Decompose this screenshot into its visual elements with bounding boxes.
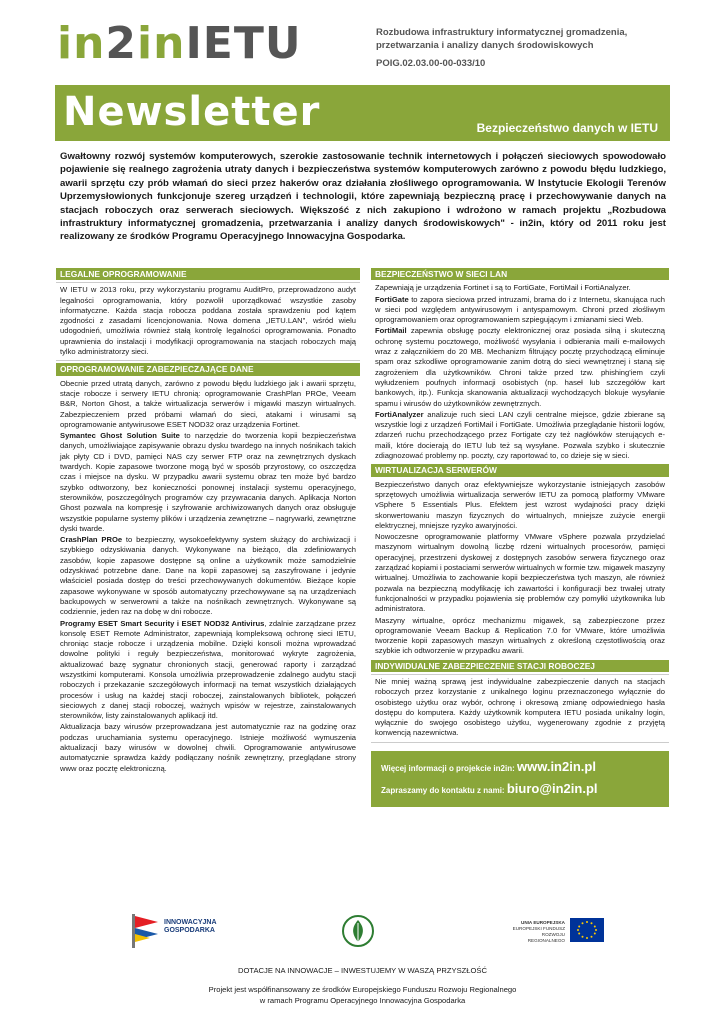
ghost-term: Symantec Ghost Solution Suite [60, 431, 180, 441]
newsletter-title: Newsletter [63, 89, 321, 135]
ietu-emblem-logo [342, 915, 374, 952]
lan-paragraph-4 [375, 410, 665, 461]
ue-line3: ROZWOJU REGIONALNEGO [527, 932, 565, 943]
fortigate-term: FortiGate [375, 294, 409, 304]
innowacyjna-gospodarka-logo [132, 914, 217, 953]
contact-box [371, 751, 669, 807]
section-title-workstation: INDYWIDUALNE ZABEZPIECZENIE STACJI ROBOCZEJ [371, 660, 669, 672]
crashplan-term: CrashPlan PROe [60, 535, 123, 545]
ig-line2: GOSPODARKA [164, 927, 215, 934]
fortimail-term: FortiMail [375, 326, 407, 336]
section-text-lan-security [371, 282, 669, 464]
lan-paragraph-2 [375, 295, 665, 326]
protection-paragraph-3 [60, 535, 356, 617]
leaf-emblem-icon [342, 915, 374, 947]
newsletter-subtitle: Bezpieczeństwo danych w IETU [476, 121, 658, 135]
section-text-virtualization [371, 479, 669, 660]
protection-paragraph-2 [60, 431, 356, 534]
footer-funding-line1: Projekt jest współfinansowany ze środków Europejskiego Funduszu Rozwoju Regionalnego [208, 985, 517, 994]
protection-paragraph-5: Aktualizacja bazy wirusów przeprowadzana jest automatycznie raz na godzinę oraz podczas uruchamiania systemu operacyjnego. Istnieje możliwość wymuszenia aktualizacji bazy wirusów w dowolnej chwili. Oprogramowanie antywirusowe automatycznie sprawdza każdy podłączany nośnik zewnętrzny, przeglądane strony www oraz pocztę elektroniczną. [60, 722, 356, 773]
project-code: POIG.02.03.00-00-033/10 [376, 58, 486, 69]
more-info-row [381, 757, 659, 779]
more-info-label: Więcej informacji o projekcie in2in: [381, 763, 515, 773]
footer-slogan: DOTACJE NA INNOWACJE – INWESTUJEMY W WASZĄ PRZYSZŁOŚĆ [238, 966, 487, 975]
virtualization-paragraph-1: Bezpieczeństwo danych oraz efektywniejsze wykorzystanie istniejących zasobów sprzętowych umożliwia wirtualizacja serwerów IETU za pomocą platformy VMware vSphere 5 Essentials Plus. Efektem jest wzrost wydajności pracy dzięki skonwertowaniu maszyn fizycznych do wirtualnych, mniejsze zużycie energii elektrycznej, mniejsze ryzyko awaryjności. [375, 479, 665, 530]
eu-flag-icon [570, 918, 604, 942]
lan-paragraph-1: Zapewniają je urządzenia Fortinet i są to FortiGate, FortiMail i FortiAnalyzer. [375, 283, 631, 293]
lan-paragraph-3 [375, 326, 665, 408]
intro-paragraph: Gwałtowny rozwój systemów komputerowych, szerokie zastosowanie technik internetowych i połączeń sieciowych spowodowało pojawienie się realnego zagrożenia utraty danych i bezpieczeństwa systemów komputerowych zarówno z powodu błędu ludzkiego, awarii sprzętu czy prób włamań do sieci przez hakerów oraz działania złośliwego oprogramowania. W Instytucie Ekologii Terenów Uprzemysłowionych funkcjonuje szereg urządzeń i technologii, które zapewniają bezpieczną pracę i przechowywanie danych na stacjach roboczych oraz serwerach sieciowych. Większość z nich zakupiono i wdrożono w ramach projektu „Rozbudowa infrastruktury informatycznej gromadzenia, przetwarzania i analizy danych środowiskowych" - in2in, który od 2011 roku jest realizowany ze środków Programu Operacyjnego Innowacyjna Gospodarka. [60, 151, 666, 243]
virtualization-paragraph-3: Maszyny wirtualne, oprócz mechanizmu migawek, są zabezpieczone przez oprogramowanie Veeam Backup & Replication 7.0 for VMware, które umożliwia tworzenie kopii zapasowych maszyn wirtualnych z określoną częstotliwością oraz szybkie ich odtworzenie w przypadku awarii. [375, 615, 665, 656]
crashplan-description: to bezpieczny, wysokoefektywny system służący do archiwizacji i szybkiego odzyskiwania danych. Wykonywane na bieżąco, dla zdefiniowanych zasobów, kopie zapasowe dostępne są online a użytkownik może samodzielnie odzyskiwać potrzebne dane. Dane na kopii zapasowej są zaszyfrowane i jedynie właściciel posiada dostęp do treści przechowywanych dokumentów. Bieżące kopie zapasowe wykonywane w sposób automatyczny przechowywane są na urządzeniach backupowych w serwerowni a także na nośnikach zewnętrznych. Wykonywane są codziennie, jeden raz na dobę w dni robocze. [60, 535, 356, 617]
fortianalyzer-term: FortiAnalyzer [375, 409, 424, 419]
workstation-paragraph: Nie mniej ważną sprawą jest indywidualne zabezpieczenie danych na stacjach roboczych przez korzystanie z unikalnego loginu przeznaczonego wyłącznie do osobistego użytku oraz wybór, ochronę i okresową zmianę odpowiedniego hasła dostępu do komputera. Każdy użytkownik komputera IETU posiada unikalny login, wyłącznie do swojego osobistego użytku, wygenerowany zgodnie z przyjętą konwencją nazewnictwa. [375, 676, 665, 738]
fortianalyzer-description: analizuje ruch sieci LAN czyli centralne miejsce, gdzie zbierane są wszystkie logi z urządzeń FortiMail i FortiGate. Umożliwia przeglądanie historii logów, zdarzeń ruchu przechodzącego przez Fortigate czy też nagłówków sterujących e-maili, które docierają do IETU lub też są wysyłane. Pozwala szybko i skutecznie zdiagnozować problemy np. poczty, czy raportować to, co dzieje się w sieci. [375, 409, 665, 461]
project-title-line2: przetwarzania i analizy danych środowiskowych [376, 40, 594, 51]
footer-funding-line2: w ramach Programu Operacyjnego Innowacyjna Gospodarka [259, 996, 466, 1005]
section-text-workstation [371, 674, 669, 743]
right-column [371, 268, 669, 807]
ig-line1: INNOWACYJNA [164, 919, 217, 926]
protection-paragraph-1: Obecnie przed utratą danych, zarówno z powodu błędu ludzkiego jak i awarii sprzętu, stacje robocze i serwery IETU chronią: oprogramowanie CrashPlan PROe, Veeam B&R, Norton Ghost, a także wirtualizacja serwerów i migawki maszyn wirtualnych. Zabezpieczeniem przed próbami włamań do sieci, atakami i wirusami są oprogramowanie antywirusowe ESET NOD32 oraz urządzenia Fortinet. [60, 378, 356, 429]
newsletter-banner [55, 85, 670, 141]
section-title-lan-security: BEZPIECZEŃSTWO W SIECI LAN [371, 268, 669, 280]
ue-line1: UNIA EUROPEJSKA [521, 920, 565, 925]
eset-description: , zdalnie zarządzane przez konsolę ESET Remote Administrator, zapewniają kompleksową ochronę sieci IETU, chroniąc stacje robocze i urządzenia mobilne. Dzięki konsoli można wprowadzać dowolne polityki i reguły bezpieczeństwa, monitorować wykryte zagrożenia, aktualizować bazę sygnatur chronionych stacji, generować raporty i zarządzać wszystkimi komputerami. Konsola umożliwia przeprowadzenie zdalnego audytu stacji roboczych i przekazanie szczegółowych informacji na temat wszystkich działających procesów i usług na każdej stacji roboczej, zainstalowanych bibliotek, połączeń sieciowych z danej stacji roboczej, ważnych wpisów w rejestrze, zainstalowanych sterowników, listy zainstalowanych aplikacji itd. [60, 618, 356, 721]
ghost-description: to narzędzie do tworzenia kopii bezpieczeństwa danych, umożliwiające zapisywanie obrazu dysku twardego na innych nośnikach takich jak płyty CD i DVD, pamięci NAS czy serwer FTP oraz na zewnętrznych dyskach twardych. Kopie zapasowe tworzone mogą być w sposób przyrostowy, co oszczędza czas i miejsce na dysku. W przypadku awarii systemu obraz ten może być bardzo szybko odtworzony, bez konieczności ponownej instalacji systemu operacyjnego, sterowników, poszczególnych programów czy przywracania danych. Aplikacja Norton Ghost pozwala na kompresję i szyfrowanie archiwizowanych danych oraz obsługuje wszystkie popularne systemy plików i urządzenia zewnętrzne – nagrywarki, zewnętrzne dyski twarde. [60, 431, 357, 533]
section-title-virtualization: WIRTUALIZACJA SERWERÓW [371, 464, 669, 476]
in2in-ietu-logo [57, 18, 302, 69]
project-info [376, 26, 696, 70]
sponsor-logos [0, 912, 725, 952]
legal-software-paragraph: W IETU w 2013 roku, przy wykorzystaniu programu AuditPro, przeprowadzono audyt legalności oprogramowania, który pozwolił uporządkować wszystkie zasoby informatyczne. Każda stacja robocza poddana została sprawdzeniu pod kątem zgodności z zasadami licencjonowania. Nowa domena „IETU.LAN", wśród wielu udogodnień, umożliwia również stałą kontrolę legalności oprogramowania. Ponadto uprawnienia do instalacji i modyfikacji oprogramowania na stacjach roboczych mają tylko administratorzy sieci. [60, 285, 356, 357]
fortigate-description: to zapora sieciowa przed intruzami, brama do i z Internetu, skanująca ruch w sieci pod względem antywirusowym i antyspamowym. Chroni przed złośliwym oprogramowaniem oraz oprogramowaniem szpiegującym i zmianami sieci Web. [375, 294, 665, 325]
website-link[interactable]: www.in2in.pl [516, 758, 596, 774]
project-title-line1: Rozbudowa infrastruktury informatycznej gromadzenia, [376, 27, 628, 38]
section-title-protection-software: OPROGRAMOWANIE ZABEZPIECZAJĄCE DANE [56, 363, 360, 375]
logo-2: 2 [105, 18, 138, 69]
email-link[interactable]: biuro@in2in.pl [506, 780, 598, 796]
logo-ietu: IETU [185, 18, 302, 69]
ig-flag-icon [132, 914, 160, 948]
contact-row [381, 779, 659, 801]
eset-term: Programy ESET Smart Security i ESET NOD32 Antivirus [60, 618, 265, 628]
fortimail-description: zapewnia obsługę poczty elektronicznej oraz posiada silną i skuteczną ochronę systemu pocztowego, możliwość wysyłania i odbierania maili e-mailowych wraz z załącznikiem do 20 MB. Mechanizm filtrujący pocztę przychodzącą eliminuje spam oraz szkodliwe oprogramowanie zanim dotrą do sieci wewnętrznej i staną się zagrożeniem dla użytkowników. Chroni także przed tzw. phishing'iem czyli wyłudzeniem poufnych informacji osobistych (np. haseł lub szczegółów kart bankowych, itp.). Funkcja skanowania aktualizacji wychodzących blokuje wysyłanie spamu i wirusów do użytkowników zewnętrznych. [375, 326, 665, 408]
section-text-legal-software [56, 282, 360, 361]
contact-label: Zapraszamy do kontaktu z nami: [381, 785, 505, 795]
protection-paragraph-4 [60, 619, 356, 722]
section-text-protection-software [56, 378, 360, 777]
footer [0, 965, 725, 1006]
left-column [56, 268, 360, 777]
ue-line2: EUROPEJSKI FUNDUSZ [512, 926, 565, 931]
logo-in-2: in [137, 18, 186, 69]
virtualization-paragraph-2: Nowoczesne oprogramowanie platformy VMware vSphere pozwala przydzielać maszynom wirtualnym dowolną liczbę rdzeni wirtualnych procesorów, pamięci operacyjnej, przestrzeni dyskowej z dostępnych zasobów serwera fizycznego oraz zarządzać kopiami i postaciami serwerów wirtualnych w formie tzw. migawek maszyny wirtualnej. Umożliwia to zachowanie kopii bezpieczeństwa tych maszyn, ale również pozwala na bezpieczną modyfikację ich zawartości i konfiguracji bez trwałej utraty funkcjonalności w przypadku pojawienia się problemów czy pomyłki użytkownika lub administratora. [375, 532, 665, 614]
section-title-legal-software: LEGALNE OPROGRAMOWANIE [56, 268, 360, 280]
logo-in-1: in [57, 18, 106, 69]
